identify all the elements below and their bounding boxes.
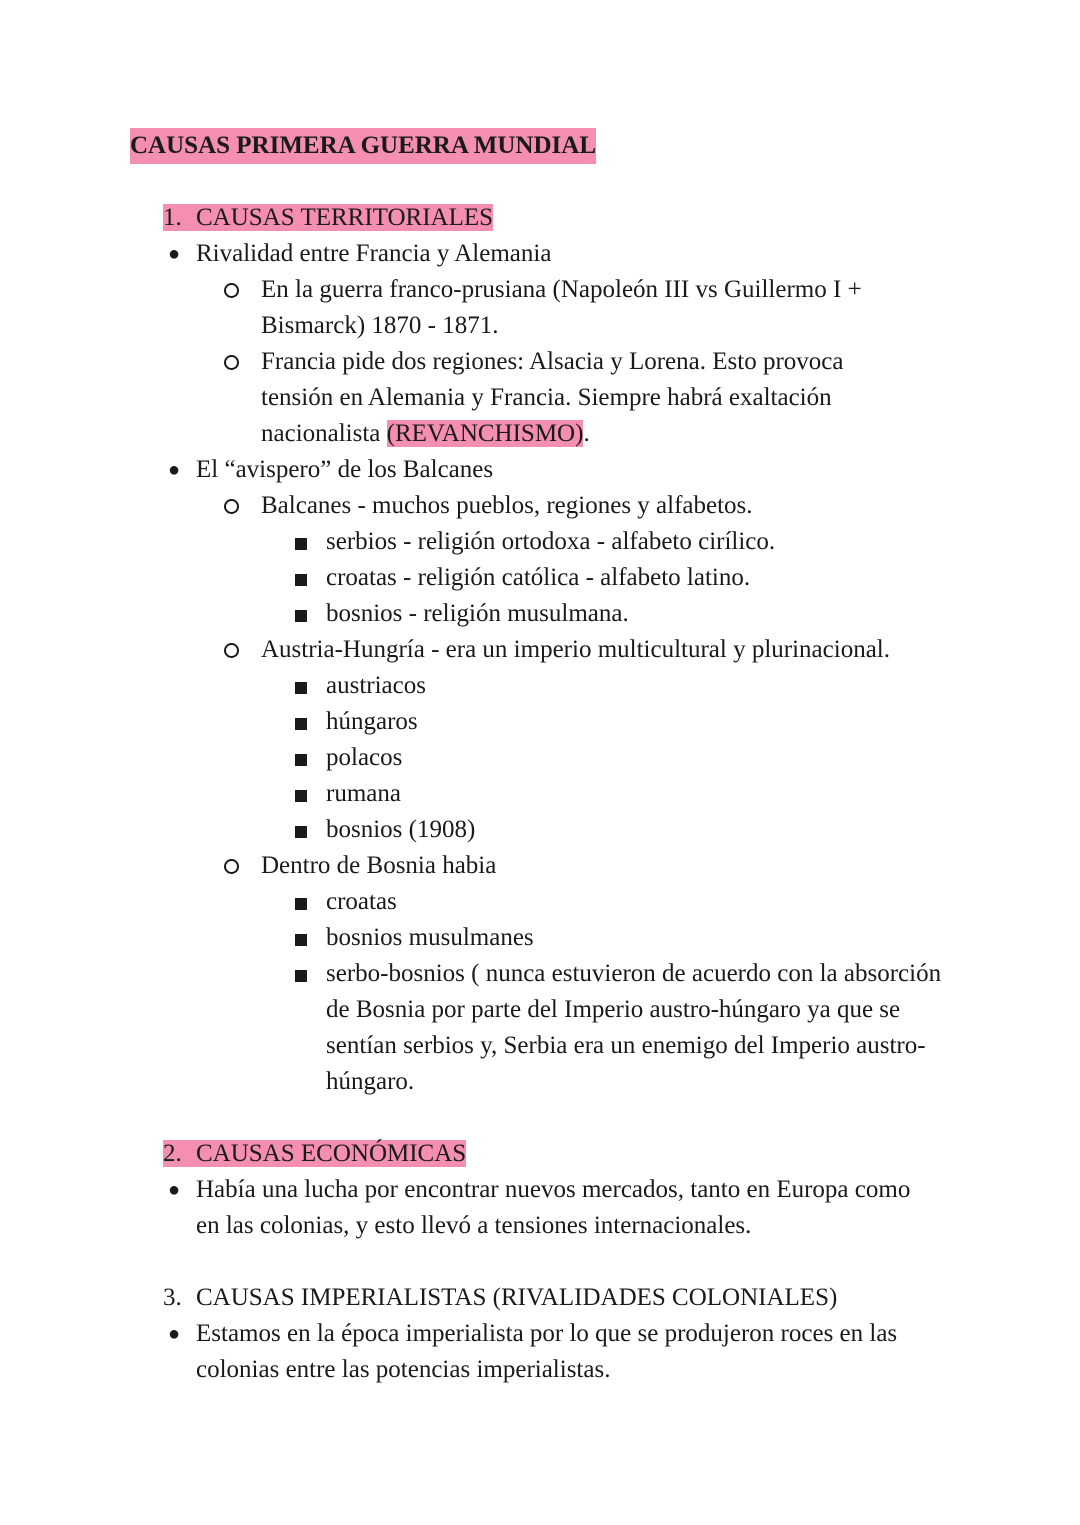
list-item — [261, 344, 921, 452]
bullet-circle-icon — [224, 499, 239, 514]
list-item — [326, 884, 956, 920]
list-item-text: Había una lucha por encontrar nuevos mercados, tanto en Europa como en las colonias, y esto llevó a tensiones internacionales. — [196, 1176, 911, 1239]
list-item — [326, 560, 956, 596]
bullet-square-icon — [295, 538, 307, 550]
list-item-text: croatas - religión católica - alfabeto latino. — [326, 564, 751, 591]
section-number: 1. — [163, 204, 182, 231]
list-item — [167, 1172, 936, 1244]
list-item-text: rumana — [326, 780, 401, 807]
list-item-text: bosnios (1908) — [326, 816, 476, 843]
list-item — [167, 452, 956, 488]
list-item-text: En la guerra franco-prusiana (Napoleón III vs Guillermo I + Bismarck) 1870 - 1871. — [261, 276, 862, 339]
bullet-circle-icon — [224, 283, 239, 298]
list-item-text: Francia pide dos regiones: Alsacia y Lorena. Esto provoca tensión en Alemania y Francia. Siempre habrá exaltación nacionalista — [261, 348, 844, 447]
list-item — [261, 272, 921, 344]
bullet-disc-icon: ● — [167, 1323, 181, 1345]
section-heading-imperialistas — [163, 1280, 837, 1316]
list-item-text: croatas — [326, 888, 397, 915]
list-item-text: húngaros — [326, 708, 418, 735]
list-item — [261, 848, 961, 884]
list-item — [326, 596, 956, 632]
bullet-circle-icon — [224, 859, 239, 874]
bullet-disc-icon: ● — [167, 1179, 181, 1201]
list-item-text: polacos — [326, 744, 403, 771]
punctuation: . — [583, 420, 590, 447]
list-item-text: Rivalidad entre Francia y Alemania — [196, 240, 552, 267]
highlighted-term: (REVANCHISMO) — [386, 420, 584, 447]
list-item — [167, 236, 956, 272]
list-item — [326, 704, 956, 740]
bullet-square-icon — [295, 898, 307, 910]
list-item-text: bosnios musulmanes — [326, 924, 534, 951]
bullet-square-icon — [295, 574, 307, 586]
bullet-circle-icon — [224, 643, 239, 658]
section-title: CAUSAS TERRITORIALES — [196, 204, 494, 231]
list-item — [326, 956, 946, 1100]
bullet-circle-icon — [224, 355, 239, 370]
bullet-square-icon — [295, 790, 307, 802]
list-item — [326, 668, 956, 704]
bullet-square-icon — [295, 610, 307, 622]
list-item-text: austriacos — [326, 672, 426, 699]
list-item-text: El “avispero” de los Balcanes — [196, 456, 494, 483]
bullet-square-icon — [295, 682, 307, 694]
list-item-text: bosnios - religión musulmana. — [326, 600, 629, 627]
list-item — [326, 812, 956, 848]
document-title: CAUSAS PRIMERA GUERRA MUNDIAL — [130, 128, 596, 164]
section-title: CAUSAS IMPERIALISTAS (RIVALIDADES COLONIALES) — [196, 1284, 838, 1311]
list-item — [261, 488, 961, 524]
list-item — [326, 776, 956, 812]
list-item — [261, 632, 981, 668]
list-item-text: serbios - religión ortodoxa - alfabeto cirílico. — [326, 528, 776, 555]
bullet-square-icon — [295, 970, 307, 982]
list-item — [326, 740, 956, 776]
list-item-text: Austria-Hungría - era un imperio multicultural y plurinacional. — [261, 636, 890, 663]
section-heading-territoriales — [163, 200, 493, 236]
section-number: 2. — [163, 1140, 182, 1167]
list-item — [326, 920, 956, 956]
section-heading-economicas — [163, 1136, 466, 1172]
list-item — [326, 524, 956, 560]
section-title: CAUSAS ECONÓMICAS — [196, 1140, 467, 1167]
bullet-square-icon — [295, 754, 307, 766]
section-number: 3. — [163, 1284, 182, 1311]
list-item-text: Dentro de Bosnia habia — [261, 852, 497, 879]
bullet-disc-icon: ● — [167, 243, 181, 265]
list-item — [167, 1316, 946, 1388]
bullet-square-icon — [295, 718, 307, 730]
bullet-square-icon — [295, 934, 307, 946]
list-item-text: serbo-bosnios ( nunca estuvieron de acuerdo con la absorción de Bosnia por parte del Imperio austro-húngaro ya que se sentían serbios y, Serbia era un enemigo del Imperio austro-húngaro. — [326, 960, 942, 1095]
bullet-disc-icon: ● — [167, 459, 181, 481]
bullet-square-icon — [295, 826, 307, 838]
list-item-text: Estamos en la época imperialista por lo que se produjeron roces en las colonias entre las potencias imperialistas. — [196, 1320, 898, 1383]
list-item-text: Balcanes - muchos pueblos, regiones y alfabetos. — [261, 492, 753, 519]
